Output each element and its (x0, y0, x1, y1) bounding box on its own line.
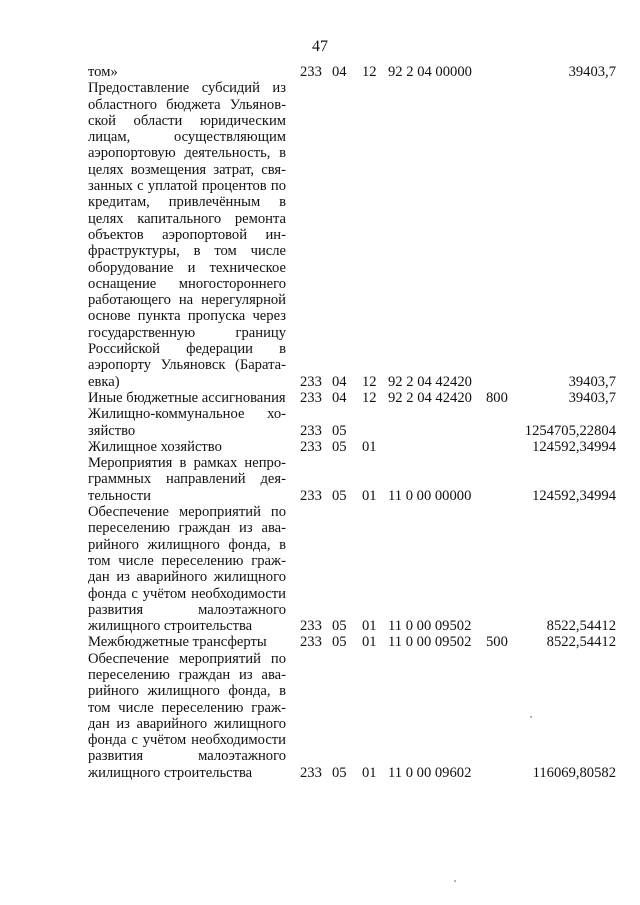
table-row (88, 390, 616, 406)
row-csr: 11 0 00 09502 (388, 634, 472, 651)
row-sum: 1254705,22804 (524, 422, 616, 439)
row-name: Предоставление субсидий из областного бюджета Ульяновской области юридическим лицам, осуществляющим аэропортовую деятельность, в целях возмещения затрат, связанных с уплатой процентов по кредитам, привлечённым в целях капитального ремонта объектов аэропортовой инфраструктуры, в том числе оборудование и техническое оснащение многостороннего работающего на нерегулярной основе пункта пропуска через государственную границу Российской федерации в аэропорту Ульяновск (Баратаевка) (88, 80, 286, 390)
row-pr: 01 (362, 618, 377, 635)
row-csr: 92 2 04 00000 (388, 64, 472, 80)
row-grbs: 233 (300, 422, 322, 439)
row-name: Обеспечение мероприятий по переселению граждан из аварийного жилищного фонда, в том числе переселению граждан из аварийного жилищного фонда с учётом необходимости развития малоэтажного жилищного строительства (88, 504, 286, 635)
row-pr: 12 (362, 373, 377, 390)
row-sum: 124592,34994 (532, 438, 616, 455)
row-sum: 39403,7 (568, 373, 616, 390)
budget-table (88, 64, 616, 781)
row-grbs: 233 (300, 64, 322, 80)
row-pr: 01 (362, 764, 377, 781)
row-sum: 39403,7 (568, 389, 616, 406)
row-name: Межбюджетные трансферты (88, 634, 267, 651)
row-name: том» (88, 64, 118, 80)
row-rz: 05 (332, 422, 347, 439)
table-row (88, 634, 616, 650)
row-rz: 04 (332, 64, 347, 80)
row-rz: 05 (332, 764, 347, 781)
row-csr: 11 0 00 00000 (388, 487, 472, 504)
row-name: Мероприятия в рамках непрограммных направлений деятельности (88, 455, 286, 504)
row-pr: 01 (362, 438, 377, 455)
row-grbs: 233 (300, 487, 322, 504)
row-sum: 116069,80582 (532, 764, 616, 781)
page-number: 47 (312, 38, 328, 55)
row-rz: 05 (332, 438, 347, 455)
row-rz: 04 (332, 373, 347, 390)
table-row (88, 80, 616, 390)
row-grbs: 233 (300, 618, 322, 635)
row-rz: 05 (332, 634, 347, 651)
row-name: Жилищно-коммунальное хозяйство (88, 406, 286, 439)
row-csr: 11 0 00 09602 (388, 764, 472, 781)
scan-speck (454, 880, 456, 882)
row-sum: 8522,54412 (546, 634, 616, 651)
table-row (88, 439, 616, 455)
row-csr: 92 2 04 42420 (388, 373, 472, 390)
row-sum: 124592,34994 (532, 487, 616, 504)
table-row (88, 651, 616, 781)
row-grbs: 233 (300, 373, 322, 390)
row-grbs: 233 (300, 389, 322, 406)
row-csr: 92 2 04 42420 (388, 389, 472, 406)
row-sum: 8522,54412 (546, 618, 616, 635)
row-name: Жилищное хозяйство (88, 438, 222, 455)
row-rz: 04 (332, 389, 347, 406)
row-pr: 12 (362, 64, 377, 80)
row-pr: 01 (362, 487, 377, 504)
row-csr: 11 0 00 09502 (388, 618, 472, 635)
row-sum: 39403,7 (568, 64, 616, 80)
table-row (88, 455, 616, 504)
row-name: Иные бюджетные ассигнования (88, 389, 286, 406)
row-rz: 05 (332, 487, 347, 504)
row-vr: 800 (486, 389, 508, 406)
scan-speck (530, 716, 532, 718)
row-name: Обеспечение мероприятий по переселению граждан из аварийного жилищного фонда, в том числе переселению граждан из аварийного жилищного фонда с учётом необходимости развития малоэтажного жилищного строительства (88, 650, 286, 781)
table-row (88, 504, 616, 634)
table-row (88, 406, 616, 439)
row-rz: 05 (332, 618, 347, 635)
row-grbs: 233 (300, 438, 322, 455)
row-grbs: 233 (300, 634, 322, 651)
row-pr: 01 (362, 634, 377, 651)
row-vr: 500 (486, 634, 508, 651)
row-grbs: 233 (300, 764, 322, 781)
table-row (88, 64, 616, 80)
row-pr: 12 (362, 389, 377, 406)
